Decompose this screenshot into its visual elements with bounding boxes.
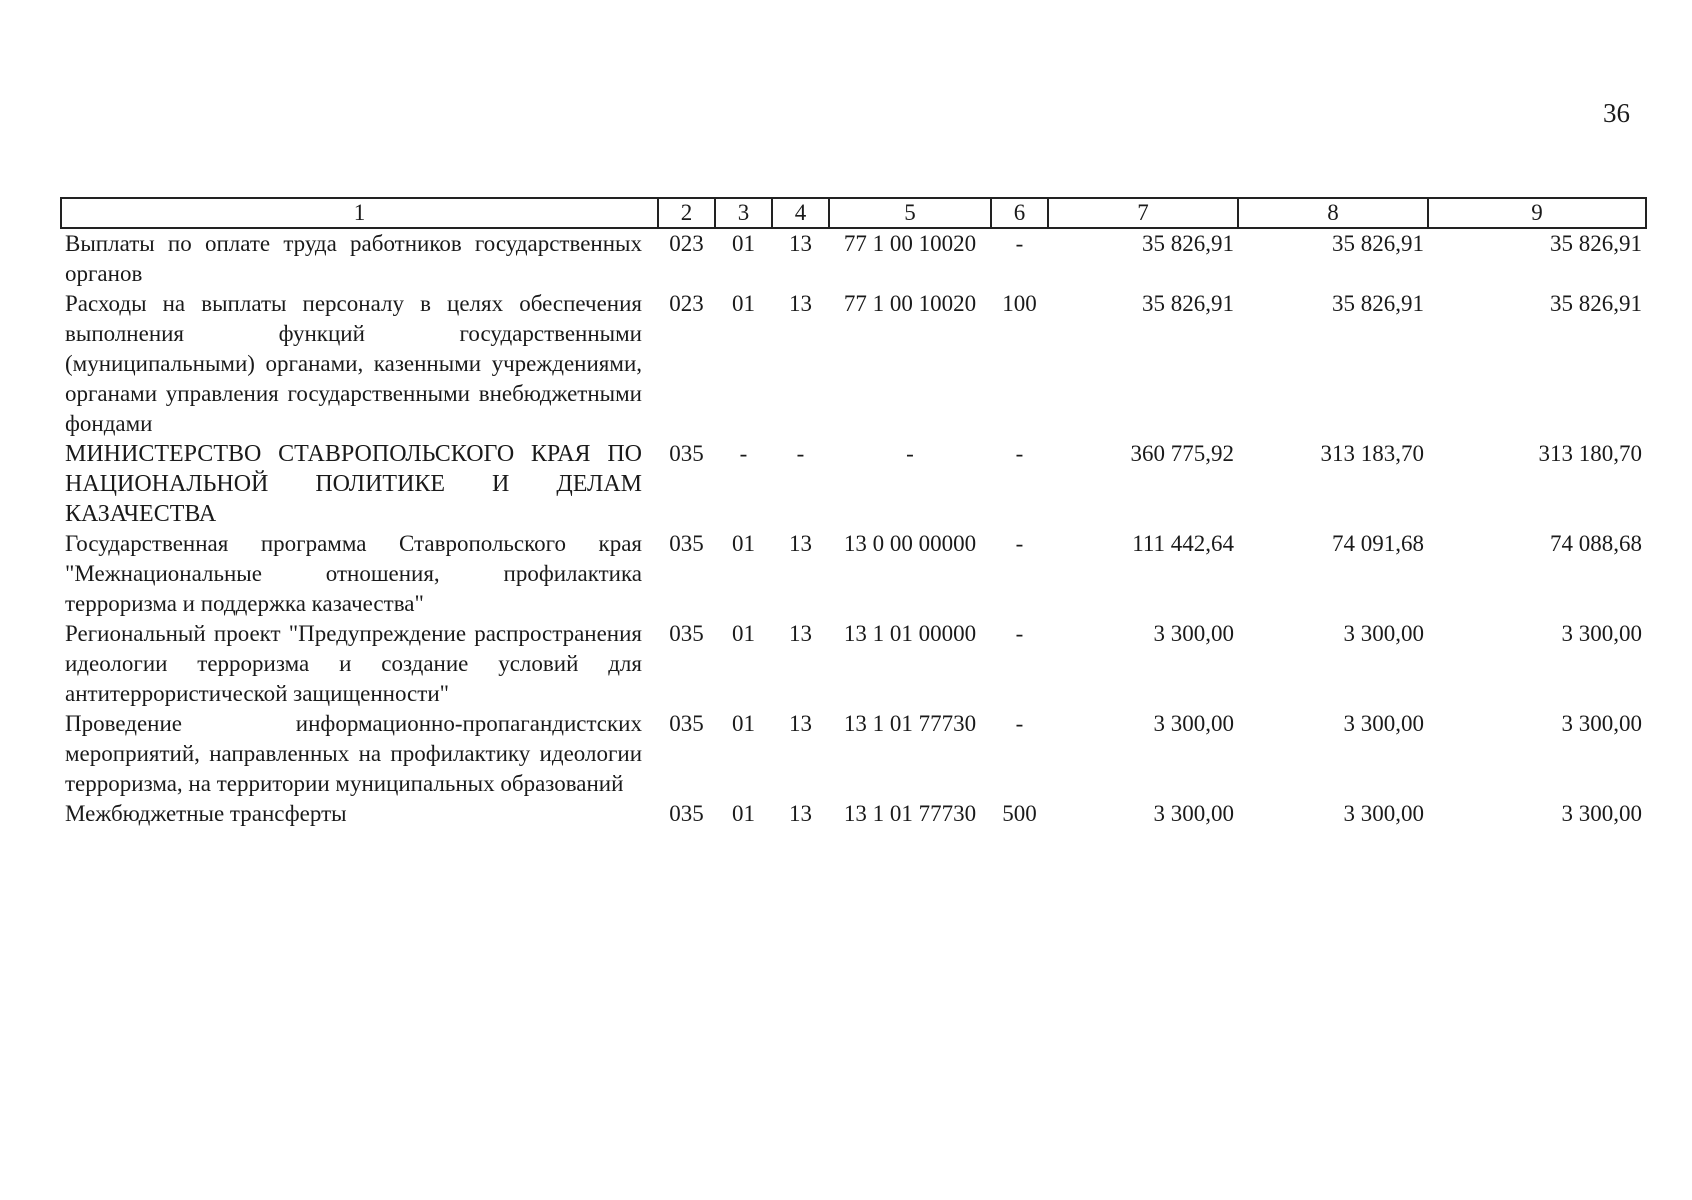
cell-amount-7: 360 775,92 [1130, 441, 1234, 466]
row-description: Расходы на выплаты персоналу в целях обеспечения выполнения функций государственными (муниципальными) органами, казенными учреждениями, органами управления государственными внебюджетными фондами [65, 291, 642, 436]
cell-expense-type: - [1015, 621, 1024, 646]
cell-amount-9: 3 300,00 [1561, 801, 1642, 826]
column-header: 8 [1238, 198, 1428, 228]
cell-subsection: 13 [789, 801, 812, 826]
row-description: Государственная программа Ставропольского края "Межнациональные отношения, профилактика терроризма и поддержка казачества" [65, 531, 642, 616]
cell-ministry-code: 035 [669, 441, 704, 466]
cell-amount-8: 3 300,00 [1343, 621, 1424, 646]
cell-subsection: 13 [789, 231, 812, 256]
cell-section: 01 [732, 291, 755, 316]
cell-subsection: - [796, 441, 805, 466]
cell-section: 01 [732, 621, 755, 646]
table-row [61, 439, 1646, 529]
cell-subsection: 13 [789, 621, 812, 646]
cell-section: 01 [732, 801, 755, 826]
cell-ministry-code: 035 [669, 801, 704, 826]
cell-target-article: 77 1 00 10020 [843, 231, 977, 256]
cell-ministry-code: 023 [669, 291, 704, 316]
cell-amount-7: 3 300,00 [1153, 801, 1234, 826]
column-header: 5 [829, 198, 991, 228]
cell-amount-8: 35 826,91 [1332, 291, 1424, 316]
cell-expense-type: - [1015, 711, 1024, 736]
column-header: 7 [1048, 198, 1238, 228]
cell-amount-7: 35 826,91 [1142, 231, 1234, 256]
cell-amount-7: 35 826,91 [1142, 291, 1234, 316]
row-description: Выплаты по оплате труда работников государственных органов [65, 231, 642, 286]
cell-amount-8: 35 826,91 [1332, 231, 1424, 256]
cell-subsection: 13 [789, 711, 812, 736]
cell-amount-9: 35 826,91 [1550, 291, 1642, 316]
cell-expense-type: 100 [1002, 291, 1037, 316]
table-row [61, 228, 1646, 289]
column-header: 6 [991, 198, 1048, 228]
column-header: 3 [715, 198, 772, 228]
table-header-row [61, 198, 1646, 228]
cell-ministry-code: 035 [669, 531, 704, 556]
page-number: 36 [1603, 98, 1630, 128]
cell-expense-type: - [1015, 231, 1024, 256]
cell-expense-type: - [1015, 531, 1024, 556]
cell-amount-8: 74 091,68 [1332, 531, 1424, 556]
table-row [61, 289, 1646, 439]
row-description: Региональный проект "Предупреждение распространения идеологии терроризма и создание условий для антитеррористической защищенности" [65, 621, 642, 706]
row-description: МИНИСТЕРСТВО СТАВРОПОЛЬСКОГО КРАЯ ПО НАЦИОНАЛЬНОЙ ПОЛИТИКЕ И ДЕЛАМ КАЗАЧЕСТВА [65, 441, 642, 527]
cell-section: 01 [732, 231, 755, 256]
cell-amount-9: 313 180,70 [1538, 441, 1642, 466]
cell-ministry-code: 035 [669, 621, 704, 646]
cell-section: - [739, 441, 748, 466]
cell-target-article: 77 1 00 10020 [843, 291, 977, 316]
cell-amount-7: 3 300,00 [1153, 711, 1234, 736]
table-row [61, 619, 1646, 709]
cell-section: 01 [732, 711, 755, 736]
column-header: 1 [61, 198, 658, 228]
column-header: 4 [772, 198, 829, 228]
table-row [61, 709, 1646, 799]
cell-amount-9: 3 300,00 [1561, 711, 1642, 736]
cell-target-article: 13 0 00 00000 [843, 531, 977, 556]
cell-section: 01 [732, 531, 755, 556]
cell-amount-8: 3 300,00 [1343, 711, 1424, 736]
row-description: Межбюджетные трансферты [65, 801, 347, 826]
cell-target-article: 13 1 01 00000 [843, 621, 977, 646]
cell-target-article: 13 1 01 77730 [843, 711, 977, 736]
cell-target-article: - [906, 441, 914, 466]
cell-amount-9: 74 088,68 [1550, 531, 1642, 556]
cell-expense-type: 500 [1002, 801, 1037, 826]
table-row [61, 799, 1646, 829]
cell-ministry-code: 035 [669, 711, 704, 736]
cell-amount-9: 35 826,91 [1550, 231, 1642, 256]
cell-amount-8: 313 183,70 [1320, 441, 1424, 466]
cell-amount-7: 3 300,00 [1153, 621, 1234, 646]
table-row [61, 529, 1646, 619]
cell-subsection: 13 [789, 291, 812, 316]
cell-amount-7: 111 442,64 [1132, 531, 1234, 556]
cell-subsection: 13 [789, 531, 812, 556]
cell-expense-type: - [1015, 441, 1024, 466]
budget-table [60, 197, 1647, 829]
cell-amount-9: 3 300,00 [1561, 621, 1642, 646]
cell-ministry-code: 023 [669, 231, 704, 256]
cell-target-article: 13 1 01 77730 [843, 801, 977, 826]
row-description: Проведение информационно-пропагандистских мероприятий, направленных на профилактику идеологии терроризма, на территории муниципальных образований [65, 711, 642, 796]
column-header: 9 [1428, 198, 1646, 228]
column-header: 2 [658, 198, 715, 228]
cell-amount-8: 3 300,00 [1343, 801, 1424, 826]
